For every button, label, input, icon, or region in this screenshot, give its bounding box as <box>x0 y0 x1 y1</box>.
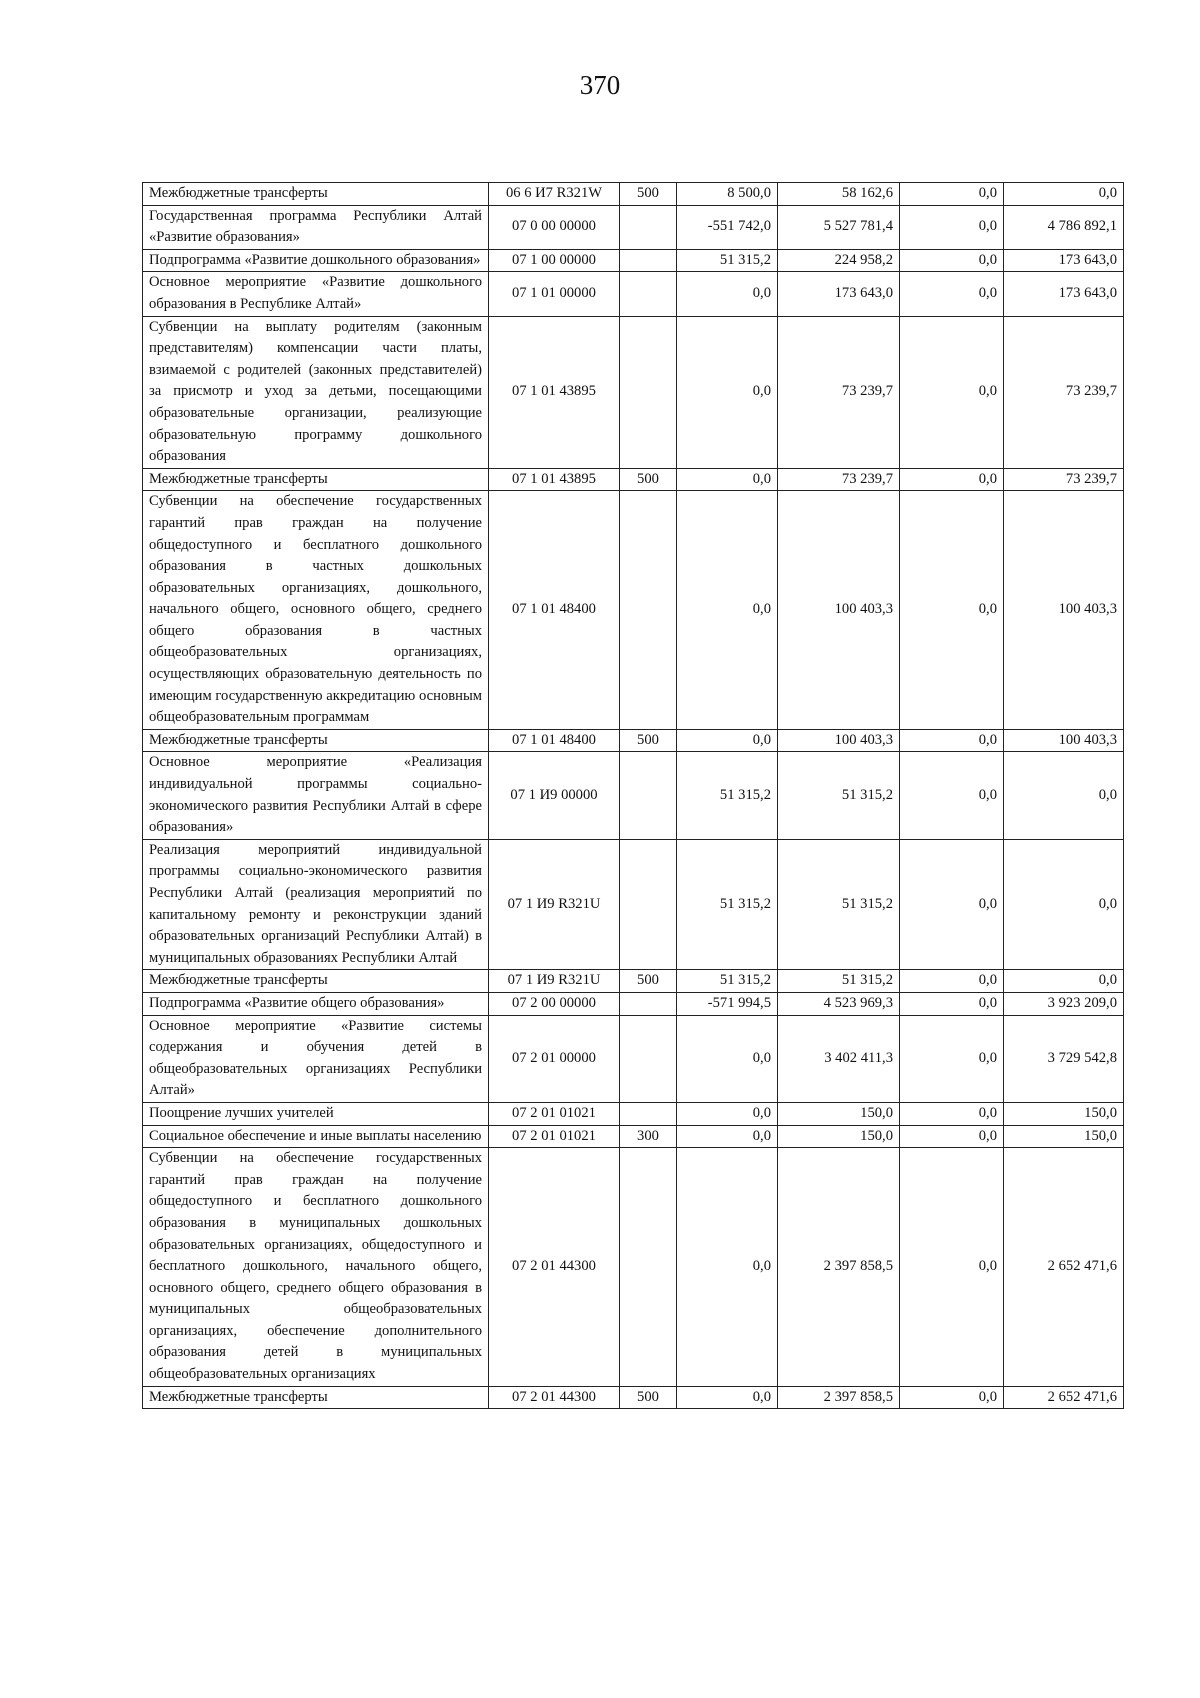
row-name: Государственная программа Республики Алтай «Развитие образования» <box>143 205 489 249</box>
row-expense-type <box>620 272 677 316</box>
table-row <box>143 183 1124 206</box>
table-row <box>143 1015 1124 1102</box>
table-row <box>143 1148 1124 1387</box>
row-value-3: 0,0 <box>900 1386 1004 1409</box>
row-value-4: 100 403,3 <box>1004 491 1124 730</box>
table-row <box>143 272 1124 316</box>
row-value-2: 100 403,3 <box>778 491 900 730</box>
row-value-3: 0,0 <box>900 992 1004 1015</box>
table-body <box>143 183 1124 1409</box>
row-expense-type: 500 <box>620 1386 677 1409</box>
row-name: Межбюджетные трансферты <box>143 468 489 491</box>
row-value-3: 0,0 <box>900 249 1004 272</box>
row-code: 07 2 01 44300 <box>489 1386 620 1409</box>
row-expense-type <box>620 992 677 1015</box>
row-value-2: 2 397 858,5 <box>778 1386 900 1409</box>
row-value-2: 51 315,2 <box>778 970 900 993</box>
row-expense-type: 500 <box>620 468 677 491</box>
row-value-3: 0,0 <box>900 729 1004 752</box>
row-value-4: 173 643,0 <box>1004 272 1124 316</box>
table-row <box>143 249 1124 272</box>
row-value-1: 51 315,2 <box>677 752 778 839</box>
row-value-3: 0,0 <box>900 1125 1004 1148</box>
row-value-2: 224 958,2 <box>778 249 900 272</box>
row-value-1: 0,0 <box>677 272 778 316</box>
row-code: 07 1 01 43895 <box>489 468 620 491</box>
row-value-1: 51 315,2 <box>677 970 778 993</box>
row-value-4: 73 239,7 <box>1004 468 1124 491</box>
row-value-2: 100 403,3 <box>778 729 900 752</box>
row-name: Подпрограмма «Развитие общего образования» <box>143 992 489 1015</box>
row-name: Основное мероприятие «Развитие дошкольного образования в Республике Алтай» <box>143 272 489 316</box>
row-name: Субвенции на обеспечение государственных гарантий прав граждан на получение общедоступного и бесплатного дошкольного образования в частных дошкольных образовательных организациях, дошкольного, начального общего, основного общего, среднего общего образования в частных общеобразовательных организациях, осуществляющих образовательную деятельность по имеющим государственную аккредитацию основным общеобразовательным программам <box>143 491 489 730</box>
table-row <box>143 1125 1124 1148</box>
row-value-2: 58 162,6 <box>778 183 900 206</box>
row-value-2: 51 315,2 <box>778 839 900 970</box>
row-expense-type: 500 <box>620 183 677 206</box>
row-value-3: 0,0 <box>900 1148 1004 1387</box>
row-value-4: 0,0 <box>1004 183 1124 206</box>
row-value-4: 2 652 471,6 <box>1004 1148 1124 1387</box>
row-code: 07 2 01 01021 <box>489 1125 620 1148</box>
row-name: Реализация мероприятий индивидуальной программы социально-экономического развития Республики Алтай (реализация мероприятий по капитальному ремонту и реконструкции зданий образовательных организаций Республики Алтай) в муниципальных образованиях Республики Алтай <box>143 839 489 970</box>
row-value-2: 3 402 411,3 <box>778 1015 900 1102</box>
row-value-2: 2 397 858,5 <box>778 1148 900 1387</box>
row-code: 07 1 00 00000 <box>489 249 620 272</box>
row-value-4: 0,0 <box>1004 970 1124 993</box>
row-value-3: 0,0 <box>900 752 1004 839</box>
row-expense-type <box>620 752 677 839</box>
row-value-1: 51 315,2 <box>677 249 778 272</box>
row-name: Основное мероприятие «Реализация индивидуальной программы социально-экономического развития Республики Алтай в сфере образования» <box>143 752 489 839</box>
row-name: Социальное обеспечение и иные выплаты населению <box>143 1125 489 1148</box>
row-value-4: 0,0 <box>1004 839 1124 970</box>
row-value-4: 3 729 542,8 <box>1004 1015 1124 1102</box>
row-value-1: -551 742,0 <box>677 205 778 249</box>
row-value-2: 150,0 <box>778 1125 900 1148</box>
row-value-4: 0,0 <box>1004 752 1124 839</box>
row-code: 07 1 01 00000 <box>489 272 620 316</box>
table-row <box>143 729 1124 752</box>
row-code: 07 1 01 43895 <box>489 316 620 468</box>
row-value-1: 0,0 <box>677 729 778 752</box>
row-value-2: 5 527 781,4 <box>778 205 900 249</box>
row-expense-type <box>620 1148 677 1387</box>
table-row <box>143 316 1124 468</box>
row-name: Субвенции на обеспечение государственных гарантий прав граждан на получение общедоступного и бесплатного дошкольного образования в муниципальных дошкольных образовательных организациях, общедоступного и бесплатного дошкольного, начального общего, основного общего, среднего общего образования в муниципальных общеобразовательных организациях, обеспечение дополнительного образования детей в муниципальных общеобразовательных организациях <box>143 1148 489 1387</box>
row-expense-type <box>620 249 677 272</box>
row-value-3: 0,0 <box>900 183 1004 206</box>
row-value-4: 2 652 471,6 <box>1004 1386 1124 1409</box>
row-value-1: 0,0 <box>677 1386 778 1409</box>
row-value-1: 8 500,0 <box>677 183 778 206</box>
table-row <box>143 992 1124 1015</box>
row-name: Межбюджетные трансферты <box>143 183 489 206</box>
row-expense-type: 500 <box>620 729 677 752</box>
table-row <box>143 1386 1124 1409</box>
row-value-4: 3 923 209,0 <box>1004 992 1124 1015</box>
row-code: 07 2 01 00000 <box>489 1015 620 1102</box>
row-value-1: -571 994,5 <box>677 992 778 1015</box>
row-name: Межбюджетные трансферты <box>143 970 489 993</box>
row-code: 07 1 01 48400 <box>489 491 620 730</box>
row-value-4: 150,0 <box>1004 1102 1124 1125</box>
row-value-4: 73 239,7 <box>1004 316 1124 468</box>
row-code: 06 6 И7 R321W <box>489 183 620 206</box>
table-row <box>143 205 1124 249</box>
row-value-1: 0,0 <box>677 491 778 730</box>
row-value-4: 4 786 892,1 <box>1004 205 1124 249</box>
row-value-3: 0,0 <box>900 205 1004 249</box>
row-code: 07 1 И9 R321U <box>489 970 620 993</box>
row-code: 07 1 И9 00000 <box>489 752 620 839</box>
table-row <box>143 468 1124 491</box>
row-value-3: 0,0 <box>900 468 1004 491</box>
row-name: Субвенции на выплату родителям (законным представителям) компенсации части платы, взимаемой с родителей (законных представителей) за присмотр и уход за детьми, посещающими образовательные организации, реализующие образовательную программу дошкольного образования <box>143 316 489 468</box>
page-number: 370 <box>579 70 621 100</box>
row-code: 07 2 00 00000 <box>489 992 620 1015</box>
row-value-2: 150,0 <box>778 1102 900 1125</box>
row-expense-type <box>620 1102 677 1125</box>
row-code: 07 0 00 00000 <box>489 205 620 249</box>
row-value-4: 100 403,3 <box>1004 729 1124 752</box>
row-expense-type: 300 <box>620 1125 677 1148</box>
row-code: 07 1 И9 R321U <box>489 839 620 970</box>
row-name: Межбюджетные трансферты <box>143 1386 489 1409</box>
row-value-2: 51 315,2 <box>778 752 900 839</box>
row-value-1: 0,0 <box>677 1148 778 1387</box>
table-row <box>143 970 1124 993</box>
row-expense-type: 500 <box>620 970 677 993</box>
row-name: Основное мероприятие «Развитие системы содержания и обучения детей в общеобразовательных организациях Республики Алтай» <box>143 1015 489 1102</box>
row-value-1: 0,0 <box>677 468 778 491</box>
row-value-2: 73 239,7 <box>778 468 900 491</box>
row-value-1: 0,0 <box>677 316 778 468</box>
budget-table <box>142 182 1124 1409</box>
row-value-3: 0,0 <box>900 316 1004 468</box>
row-value-3: 0,0 <box>900 272 1004 316</box>
row-code: 07 2 01 01021 <box>489 1102 620 1125</box>
row-value-3: 0,0 <box>900 970 1004 993</box>
row-value-1: 0,0 <box>677 1125 778 1148</box>
row-name: Поощрение лучших учителей <box>143 1102 489 1125</box>
row-name: Подпрограмма «Развитие дошкольного образования» <box>143 249 489 272</box>
row-value-3: 0,0 <box>900 491 1004 730</box>
row-expense-type <box>620 316 677 468</box>
row-value-1: 0,0 <box>677 1015 778 1102</box>
row-code: 07 1 01 48400 <box>489 729 620 752</box>
row-value-2: 73 239,7 <box>778 316 900 468</box>
row-value-3: 0,0 <box>900 839 1004 970</box>
row-expense-type <box>620 491 677 730</box>
row-value-2: 173 643,0 <box>778 272 900 316</box>
row-value-1: 0,0 <box>677 1102 778 1125</box>
row-value-3: 0,0 <box>900 1015 1004 1102</box>
table-row <box>143 491 1124 730</box>
row-value-2: 4 523 969,3 <box>778 992 900 1015</box>
row-code: 07 2 01 44300 <box>489 1148 620 1387</box>
row-value-1: 51 315,2 <box>677 839 778 970</box>
row-expense-type <box>620 839 677 970</box>
row-value-4: 150,0 <box>1004 1125 1124 1148</box>
row-expense-type <box>620 1015 677 1102</box>
row-name: Межбюджетные трансферты <box>143 729 489 752</box>
table-row <box>143 1102 1124 1125</box>
row-value-3: 0,0 <box>900 1102 1004 1125</box>
row-expense-type <box>620 205 677 249</box>
row-value-4: 173 643,0 <box>1004 249 1124 272</box>
table-row <box>143 752 1124 839</box>
table-row <box>143 839 1124 970</box>
